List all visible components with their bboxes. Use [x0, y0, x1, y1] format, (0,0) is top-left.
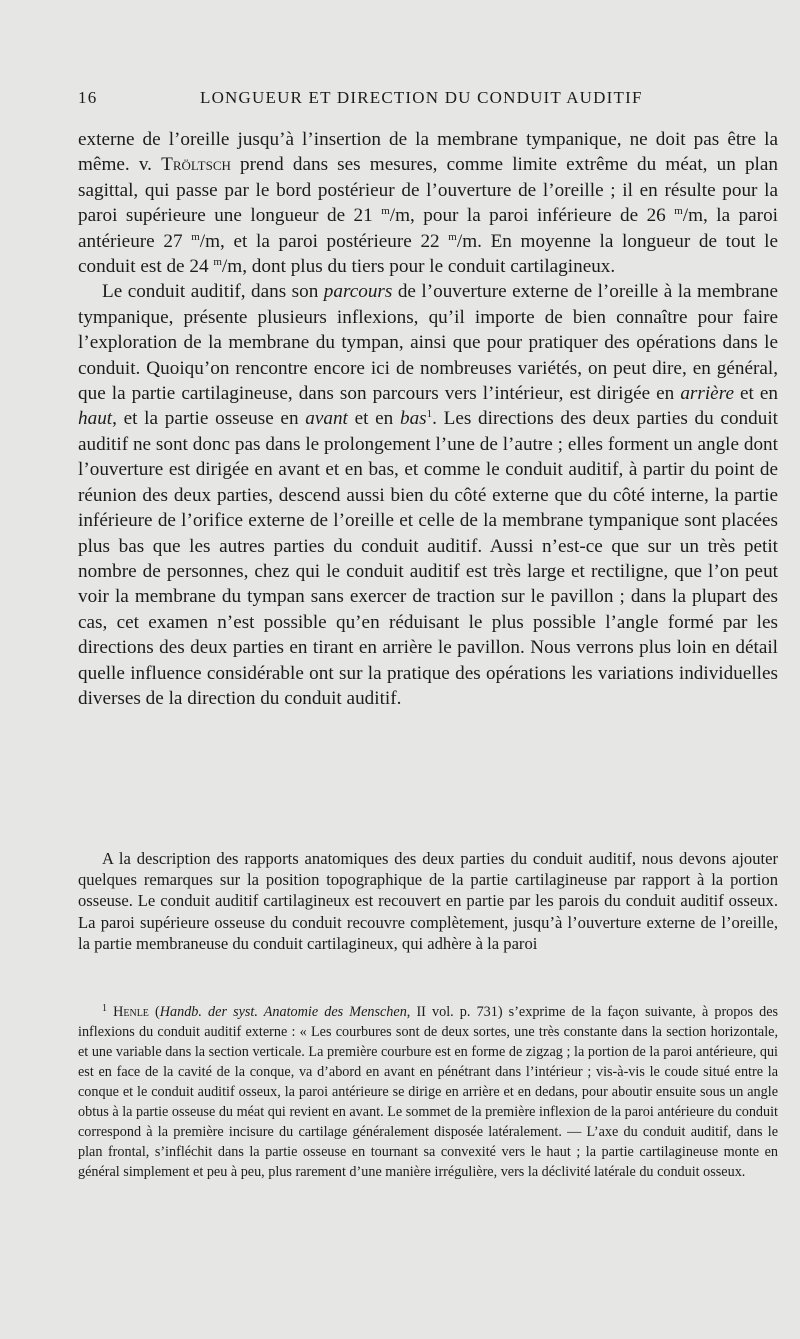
unit-superscript: m — [674, 205, 683, 218]
paragraph-topography: A la description des rapports anatomiques des deux parties du conduit auditif, nous devons ajouter quelques remarques sur la position topographique de la partie cartilagineuse par rapport à la portion osseuse. Le conduit auditif cartilagineux est recouvert en partie par les parois du conduit auditif osseux. La paroi supérieure osseuse du conduit recouvre complètement, jusqu’à l’ouverture externe de l’oreille, la partie membraneuse du conduit cartilagineux, qui adhère à la paroi — [78, 849, 778, 953]
paragraph-measurements: externe de l’oreille jusqu’à l’insertion de la membrane tympanique, ne doit pas être la même. v. Tröltsch prend dans ses mesures, comme limite extrême du méat, un plan sagittal, qui passe par le bord postérieur de l’ouverture de l’oreille ; il en résulte pour la paroi supérieure une longueur de 21 $^m$/m, pour la paroi inférieure de 26 $^m$/m, la paroi antérieure 27 $^m$/m, et la paroi postérieure 22 $^m$/m. En moyenne la longueur de tout le conduit est de 24 $^m$/m, dont plus du tiers pour le conduit cartilagineux. — [78, 129, 778, 278]
page-header — [78, 88, 778, 118]
unit-superscript: m — [448, 230, 457, 243]
footnote-work-title: Handb. der syst. Anatomie des Menschen — [159, 1004, 407, 1020]
unit-superscript: m — [381, 205, 390, 218]
paragraph-inflexions: Le conduit auditif, dans son parcours de l’ouverture externe de l’oreille à la membrane tympanique, présente plusieurs inflexions, qu’il importe de bien connaître pour faire l’exploration de la membrane du tympan, ainsi que pour pratiquer des opérations dans le conduit. Quoiqu’on rencontre encore ici de nombreuses variétés, on peut dire, en général, que la partie cartilagineuse, dans son parcours vers l’intérieur, est dirigée en arrière et en haut, et la partie osseuse en avant et en bas$^1$. Les directions des deux parties du conduit auditif ne sont donc pas dans le prolongement l’une de l’autre ; elles forment un angle dont l’ouverture est dirigée en avant et en bas, et comme le conduit auditif, à partir du point de réunion des deux parties, descend aussi bien du côté externe que du côté interne, la partie inférieure de l’orifice externe de l’oreille et celle de la membrane tympanique sont placées plus bas que les autres parties du conduit auditif. Aussi n’est-ce que sur un très petit nombre de personnes, chez qui le conduit auditif est très large et rectiligne, que l’on peut voir la membrane du tympan sans exercer de traction sur le pavillon ; dans la plupart des cas, cet examen n’est possible qu’en réduisant le plus possible l’angle formé par les directions des deux parties en tirant en arrière le pavillon. Nous verrons plus loin en détail quelle influence considérable ont sur la pratique des opérations les variations individuelles diverses de la direction du conduit auditif. — [78, 281, 779, 709]
page-number: 16 — [78, 88, 98, 107]
footnote-text: $^1$ Henle (Handb. der syst. Anatomie des Menschen, II vol. p. 731) s’exprime de la façon suivante, à propos des inflexions du conduit auditif externe : « Les courbures sont de deux sortes, une très constante dans la section horizontale, et une variable dans la section verticale. La première courbure est en forme de zigzag ; la portion de la paroi antérieure, qui est en face de la cavité de la conque, va d’abord en avant en pénétrant dans l’intérieur ; vis-à-vis le coude situé entre la conque et le conduit auditif osseux, la paroi antérieure se dirige en arrière et en dedans, pour aboutir ensuite sous un angle obtus à la partie osseuse du méat qui revient en avant. Le sommet de la première inflexion de la paroi antérieure du conduit correspond à la première incisure du cartilage généralement disposée latéralement. — L’axe du conduit auditif, dans le plan frontal, s’infléchit dans la partie osseuse en tournant sa convexité vers le haut ; la partie cartilagineuse monte en général simplement et peu à peu, plus rarement d’une manière irrégulière, vers la déclivité latérale du conduit osseux. — [78, 1003, 779, 1180]
footnote-reference[interactable]: 1 — [426, 408, 433, 421]
italic-word: arrière — [680, 383, 734, 405]
footnote — [78, 1002, 778, 1182]
unit-superscript: m — [213, 256, 222, 269]
running-head: LONGUEUR ET DIRECTION DU CONDUIT AUDITIF — [200, 88, 643, 107]
italic-word: haut — [78, 408, 113, 430]
footnote-mark: 1 — [102, 1003, 107, 1014]
footnote-author: Henle — [113, 1004, 149, 1020]
main-text — [78, 127, 778, 711]
italic-word: parcours — [323, 281, 393, 303]
small-print-section — [78, 848, 778, 954]
author-name: Tröltsch — [161, 154, 231, 176]
unit-superscript: m — [191, 230, 200, 243]
italic-word: avant — [305, 408, 348, 430]
italic-word: bas — [399, 408, 427, 430]
